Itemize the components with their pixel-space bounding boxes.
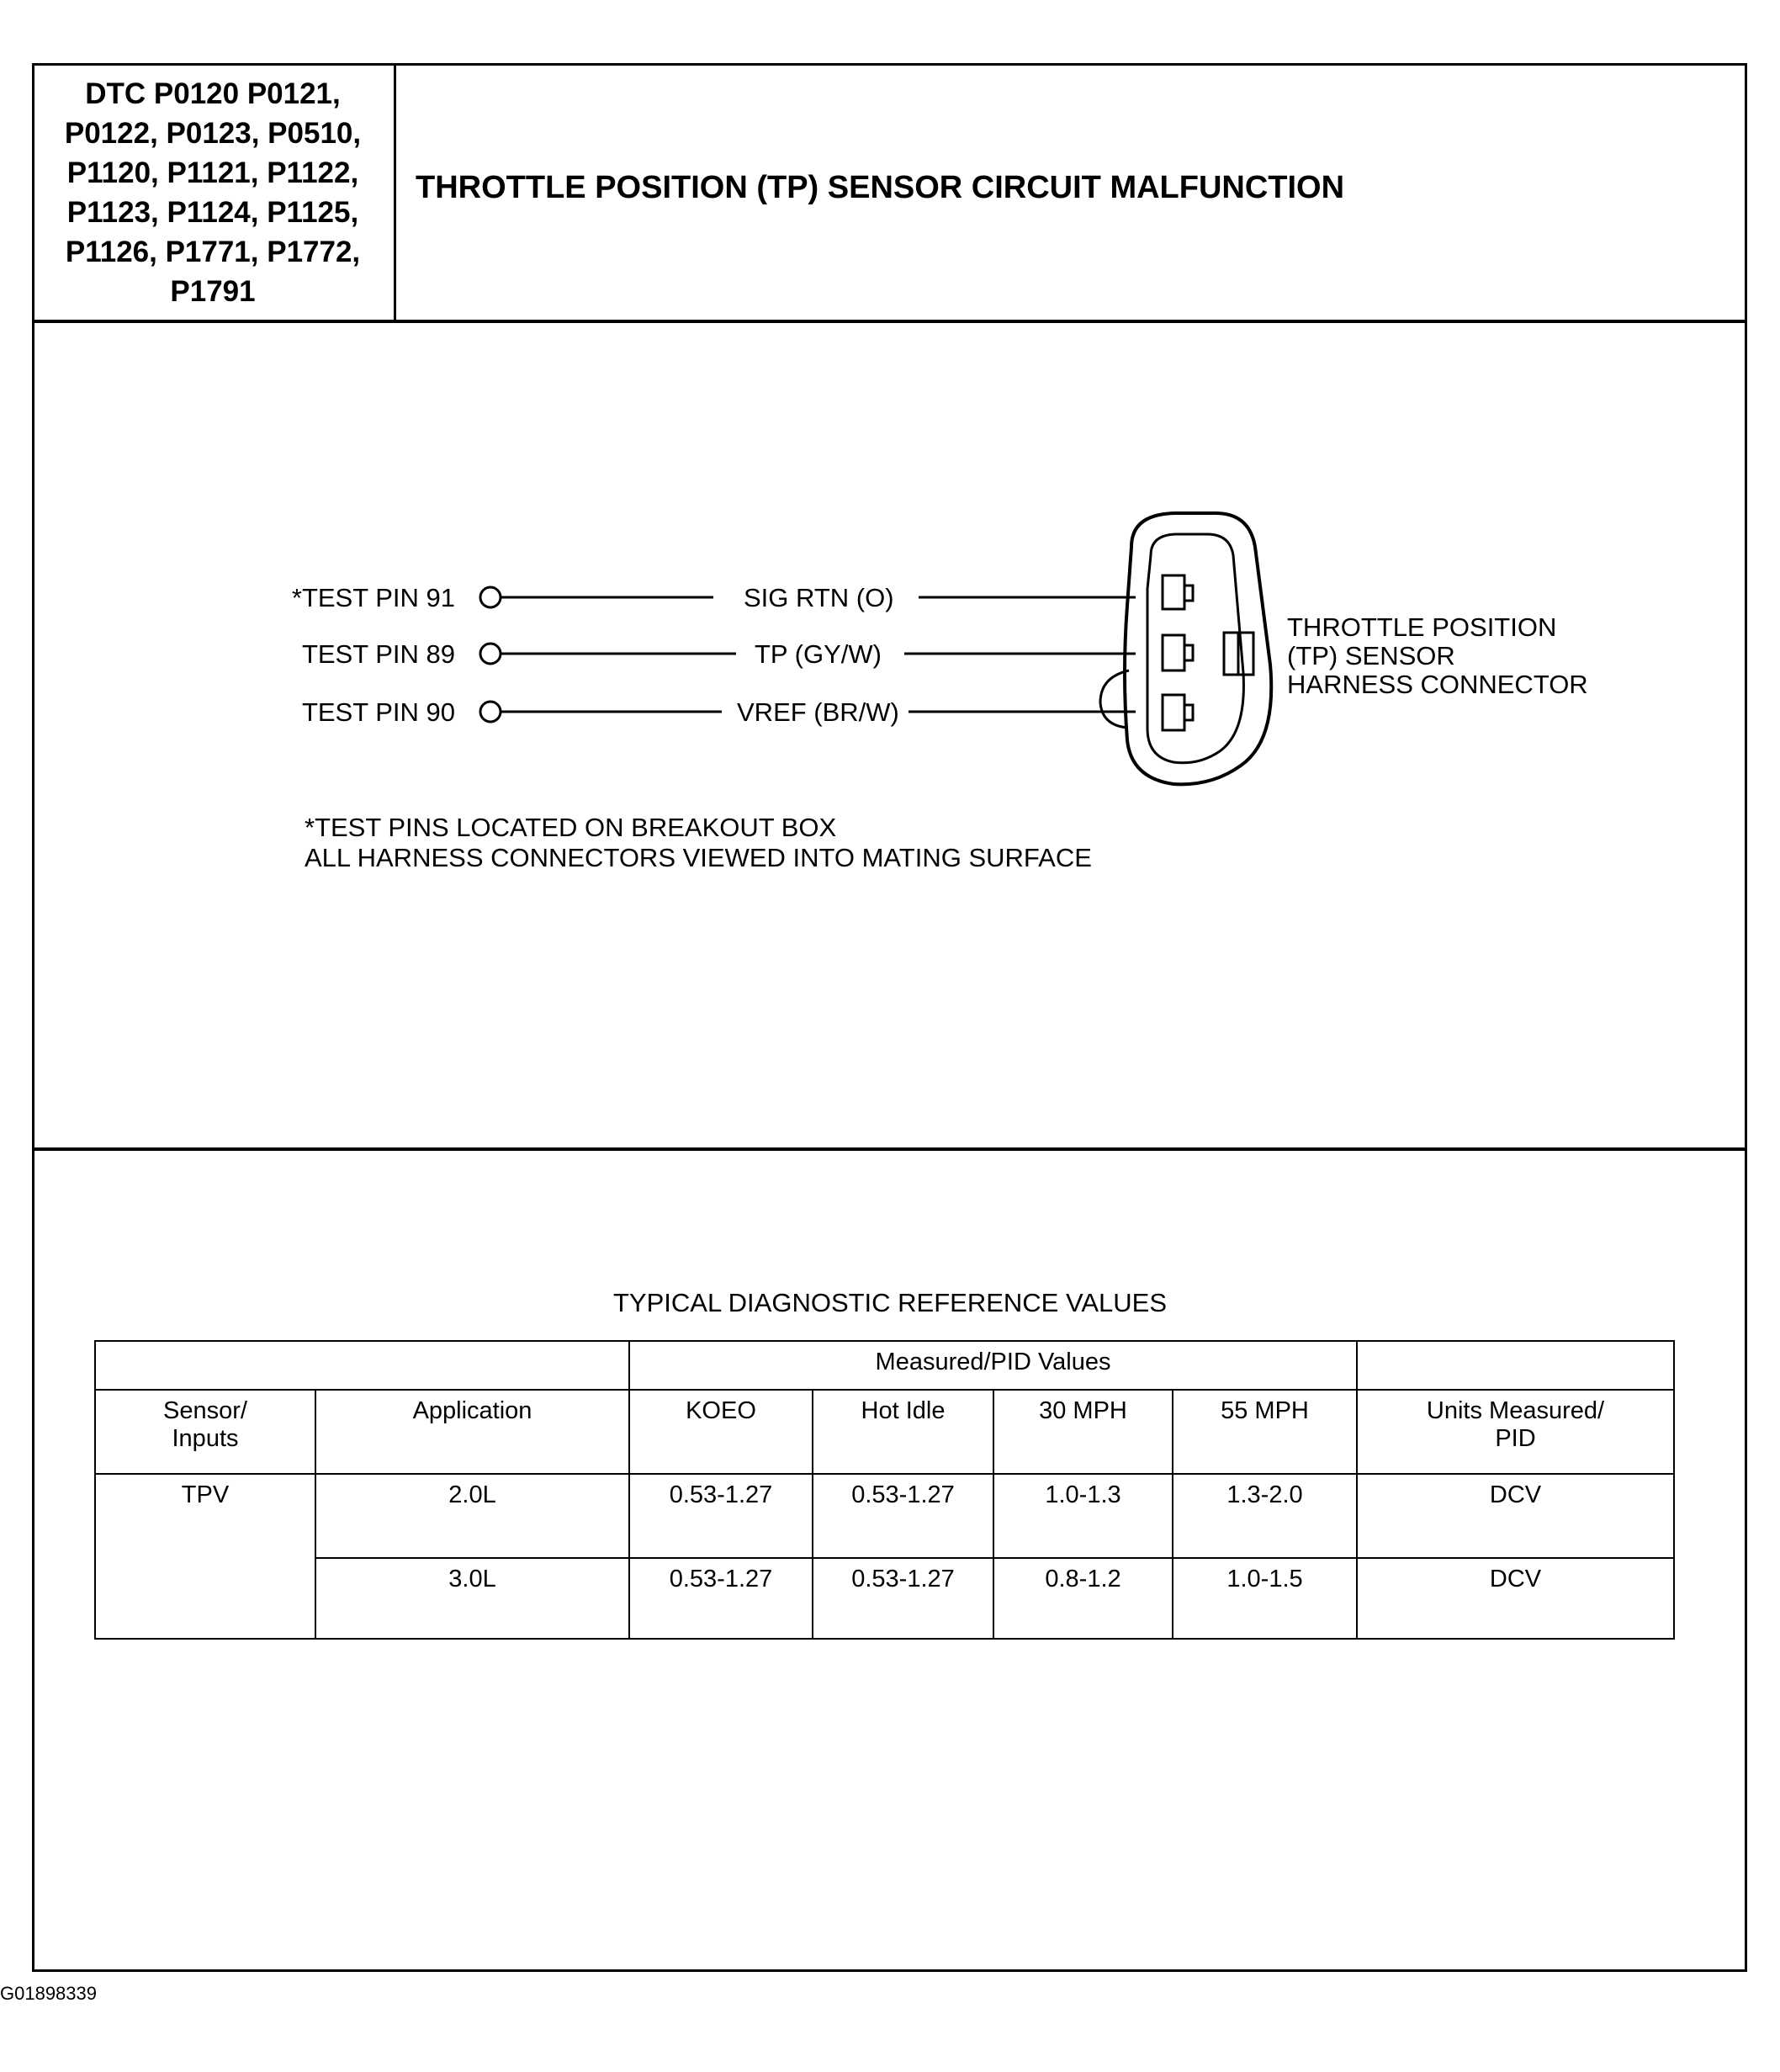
hot-idle-cell: 0.53-1.27	[813, 1474, 993, 1558]
test-pin-89-terminal	[480, 644, 501, 664]
reference-values-table	[94, 1340, 1675, 1640]
terminal-pin-1	[1184, 586, 1193, 601]
units-cell: DCV	[1357, 1474, 1674, 1558]
koeo-cell: 0.53-1.27	[629, 1474, 813, 1558]
units-cell: DCV	[1357, 1558, 1674, 1639]
terminal-cavity-1	[1163, 575, 1184, 609]
page-title: THROTTLE POSITION (TP) SENSOR CIRCUIT MALFUNCTION	[416, 170, 1345, 205]
figure-id: G01898339	[0, 1983, 97, 2004]
column-header: KOEO	[629, 1390, 813, 1474]
test-pin-89-label: TEST PIN 89	[301, 639, 455, 669]
table-caption: TYPICAL DIAGNOSTIC REFERENCE VALUES	[612, 1288, 1168, 1317]
diagram-note: *TEST PINS LOCATED ON BREAKOUT BOX ALL HARNESS CONNECTORS VIEWED INTO MATING SURFACE	[305, 813, 1092, 872]
terminal-cavity-2	[1163, 635, 1184, 670]
section-divider	[32, 1147, 1747, 1151]
table-group-header: Measured/PID Values	[629, 1341, 1357, 1390]
test-pin-91-label: *TEST PIN 91	[291, 583, 455, 612]
test-pin-90-label: TEST PIN 90	[301, 697, 455, 727]
mph30-cell: 0.8-1.2	[993, 1558, 1173, 1639]
column-header: Sensor/ Inputs	[95, 1390, 315, 1474]
connector-label-line-1: THROTTLE POSITION	[1287, 612, 1557, 642]
test-pin-91-terminal	[480, 587, 501, 607]
koeo-cell: 0.53-1.27	[629, 1558, 813, 1639]
terminal-pin-2	[1184, 645, 1193, 660]
table-row	[95, 1558, 1674, 1639]
column-header: 55 MPH	[1173, 1390, 1357, 1474]
wire-vref-label: VREF (BR/W)	[737, 697, 899, 727]
wire-tp-label: TP (GY/W)	[755, 639, 882, 669]
column-header: 30 MPH	[993, 1390, 1173, 1474]
sensor-cell: TPV	[95, 1474, 315, 1639]
application-cell: 2.0L	[315, 1474, 629, 1558]
wire-sig-rtn-label: SIG RTN (O)	[744, 583, 894, 612]
terminal-pin-3	[1184, 705, 1193, 720]
table-header-empty	[1357, 1341, 1674, 1390]
connector-label-line-3: HARNESS CONNECTOR	[1287, 670, 1588, 699]
table-group-header-row	[95, 1341, 1674, 1390]
table-header-empty	[95, 1341, 629, 1390]
test-pin-90-terminal	[480, 702, 501, 722]
connector-label-line-2: (TP) SENSOR	[1287, 641, 1455, 670]
table-row	[95, 1474, 1674, 1558]
column-header: Hot Idle	[813, 1390, 993, 1474]
mph55-cell: 1.0-1.5	[1173, 1558, 1357, 1639]
mph55-cell: 1.3-2.0	[1173, 1474, 1357, 1558]
application-cell: 3.0L	[315, 1558, 629, 1639]
terminal-cavity-3	[1163, 695, 1184, 730]
column-header: Application	[315, 1390, 629, 1474]
table-header-row	[95, 1390, 1674, 1474]
mph30-cell: 1.0-1.3	[993, 1474, 1173, 1558]
column-header: Units Measured/ PID	[1357, 1390, 1674, 1474]
hot-idle-cell: 0.53-1.27	[813, 1558, 993, 1639]
dtc-codes: DTC P0120 P0121, P0122, P0123, P0510, P1120, P1121, P1122, P1123, P1124, P1125, P1126, P1771, P1772, P1791	[64, 77, 362, 308]
